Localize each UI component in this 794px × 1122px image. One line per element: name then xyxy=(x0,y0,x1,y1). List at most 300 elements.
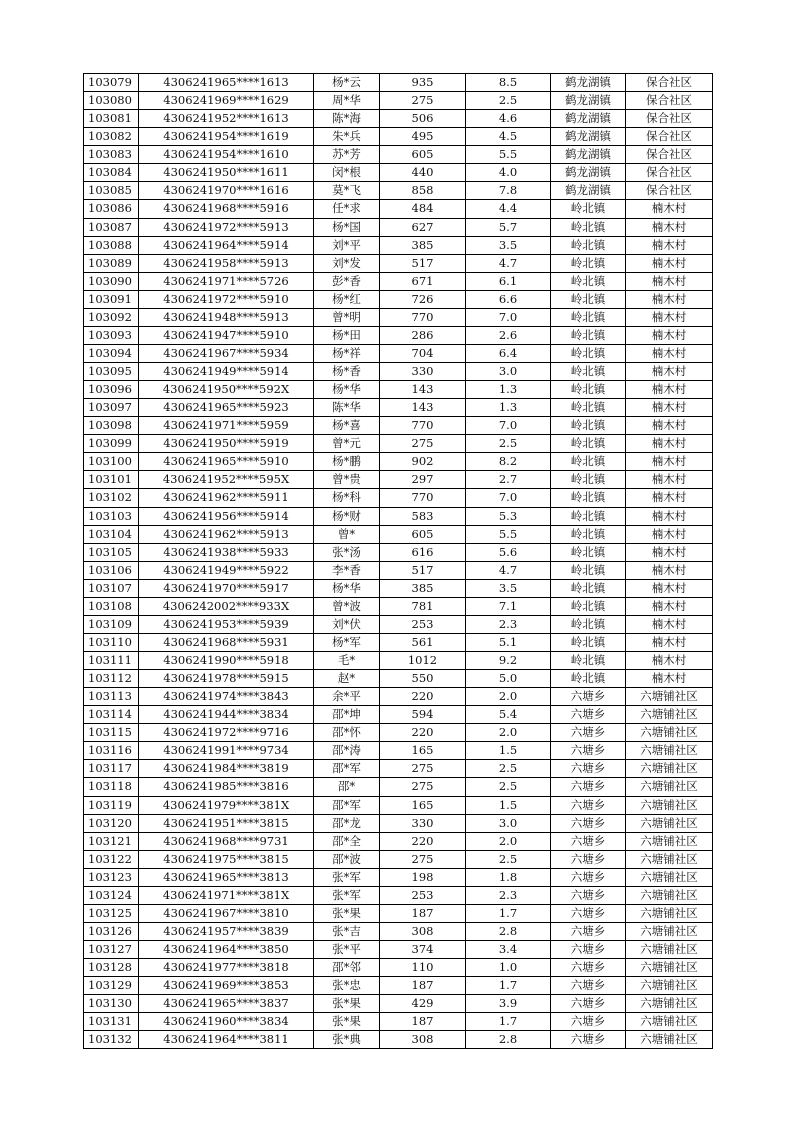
table-row xyxy=(84,778,713,796)
town-cell: 岭北镇 xyxy=(551,381,626,399)
record-id-cell: 103084 xyxy=(84,164,139,182)
person-name-cell: 邵*军 xyxy=(314,760,380,778)
id-number-cell: 4306241960****3834 xyxy=(139,1013,314,1031)
village-cell: 保合社区 xyxy=(626,92,713,110)
table-row xyxy=(84,832,713,850)
amount-cell: 935 xyxy=(380,74,466,92)
town-cell: 六塘乡 xyxy=(551,977,626,995)
village-cell: 六塘铺社区 xyxy=(626,1013,713,1031)
amount-cell: 506 xyxy=(380,110,466,128)
village-cell: 楠木村 xyxy=(626,381,713,399)
town-cell: 六塘乡 xyxy=(551,1031,626,1049)
amount-cell: 1012 xyxy=(380,652,466,670)
value-cell: 5.5 xyxy=(466,525,551,543)
value-cell: 4.7 xyxy=(466,561,551,579)
village-cell: 六塘铺社区 xyxy=(626,814,713,832)
amount-cell: 385 xyxy=(380,579,466,597)
town-cell: 岭北镇 xyxy=(551,597,626,615)
id-number-cell: 4306241972****5910 xyxy=(139,290,314,308)
table-row xyxy=(84,74,713,92)
town-cell: 六塘乡 xyxy=(551,959,626,977)
town-cell: 岭北镇 xyxy=(551,561,626,579)
person-name-cell: 刘*伏 xyxy=(314,615,380,633)
record-id-cell: 103088 xyxy=(84,236,139,254)
id-number-cell: 4306241969****1629 xyxy=(139,92,314,110)
town-cell: 六塘乡 xyxy=(551,724,626,742)
town-cell: 鹤龙湖镇 xyxy=(551,146,626,164)
value-cell: 5.5 xyxy=(466,146,551,164)
person-name-cell: 邵*邻 xyxy=(314,959,380,977)
record-id-cell: 103104 xyxy=(84,525,139,543)
table-row xyxy=(84,272,713,290)
person-name-cell: 杨*华 xyxy=(314,381,380,399)
id-number-cell: 4306241962****5911 xyxy=(139,489,314,507)
table-row xyxy=(84,525,713,543)
id-number-cell: 4306241965****1613 xyxy=(139,74,314,92)
person-name-cell: 杨*祥 xyxy=(314,344,380,362)
id-number-cell: 4306241977****3818 xyxy=(139,959,314,977)
amount-cell: 902 xyxy=(380,453,466,471)
town-cell: 岭北镇 xyxy=(551,489,626,507)
person-name-cell: 张*果 xyxy=(314,995,380,1013)
table-row xyxy=(84,254,713,272)
table-row xyxy=(84,1013,713,1031)
amount-cell: 605 xyxy=(380,146,466,164)
id-number-cell: 4306241970****1616 xyxy=(139,182,314,200)
value-cell: 4.5 xyxy=(466,128,551,146)
record-id-cell: 103080 xyxy=(84,92,139,110)
value-cell: 1.8 xyxy=(466,868,551,886)
person-name-cell: 曾*明 xyxy=(314,308,380,326)
id-number-cell: 4306241971****5726 xyxy=(139,272,314,290)
amount-cell: 187 xyxy=(380,1013,466,1031)
person-name-cell: 邵*全 xyxy=(314,832,380,850)
amount-cell: 605 xyxy=(380,525,466,543)
amount-cell: 781 xyxy=(380,597,466,615)
town-cell: 岭北镇 xyxy=(551,218,626,236)
table-row xyxy=(84,507,713,525)
amount-cell: 275 xyxy=(380,92,466,110)
record-id-cell: 103095 xyxy=(84,363,139,381)
amount-cell: 220 xyxy=(380,688,466,706)
person-name-cell: 赵* xyxy=(314,670,380,688)
value-cell: 7.0 xyxy=(466,417,551,435)
person-name-cell: 陈*华 xyxy=(314,399,380,417)
village-cell: 楠木村 xyxy=(626,670,713,688)
amount-cell: 330 xyxy=(380,814,466,832)
amount-cell: 143 xyxy=(380,399,466,417)
table-row xyxy=(84,670,713,688)
person-name-cell: 杨*华 xyxy=(314,579,380,597)
record-id-cell: 103079 xyxy=(84,74,139,92)
value-cell: 2.0 xyxy=(466,724,551,742)
table-row xyxy=(84,868,713,886)
town-cell: 岭北镇 xyxy=(551,525,626,543)
village-cell: 楠木村 xyxy=(626,290,713,308)
id-number-cell: 4306241954****1610 xyxy=(139,146,314,164)
town-cell: 岭北镇 xyxy=(551,417,626,435)
amount-cell: 330 xyxy=(380,363,466,381)
table-row xyxy=(84,597,713,615)
table-row xyxy=(84,308,713,326)
person-name-cell: 彭*香 xyxy=(314,272,380,290)
town-cell: 鹤龙湖镇 xyxy=(551,110,626,128)
village-cell: 六塘铺社区 xyxy=(626,760,713,778)
town-cell: 六塘乡 xyxy=(551,742,626,760)
record-id-cell: 103115 xyxy=(84,724,139,742)
id-number-cell: 4306241956****5914 xyxy=(139,507,314,525)
person-name-cell: 邵* xyxy=(314,778,380,796)
id-number-cell: 4306241938****5933 xyxy=(139,543,314,561)
value-cell: 2.8 xyxy=(466,922,551,940)
table-row xyxy=(84,543,713,561)
record-id-cell: 103121 xyxy=(84,832,139,850)
id-number-cell: 4306241968****5931 xyxy=(139,633,314,651)
town-cell: 岭北镇 xyxy=(551,507,626,525)
village-cell: 楠木村 xyxy=(626,615,713,633)
table-row xyxy=(84,363,713,381)
table-row xyxy=(84,381,713,399)
record-id-cell: 103094 xyxy=(84,344,139,362)
town-cell: 六塘乡 xyxy=(551,886,626,904)
town-cell: 岭北镇 xyxy=(551,236,626,254)
town-cell: 鹤龙湖镇 xyxy=(551,128,626,146)
value-cell: 3.9 xyxy=(466,995,551,1013)
person-name-cell: 毛* xyxy=(314,652,380,670)
town-cell: 六塘乡 xyxy=(551,922,626,940)
value-cell: 2.0 xyxy=(466,832,551,850)
value-cell: 2.8 xyxy=(466,1031,551,1049)
table-row xyxy=(84,128,713,146)
amount-cell: 165 xyxy=(380,796,466,814)
person-name-cell: 苏*芳 xyxy=(314,146,380,164)
person-name-cell: 曾*贵 xyxy=(314,471,380,489)
amount-cell: 627 xyxy=(380,218,466,236)
village-cell: 楠木村 xyxy=(626,326,713,344)
village-cell: 六塘铺社区 xyxy=(626,688,713,706)
id-number-cell: 4306241948****5913 xyxy=(139,308,314,326)
id-number-cell: 4306241968****9731 xyxy=(139,832,314,850)
town-cell: 六塘乡 xyxy=(551,941,626,959)
amount-cell: 308 xyxy=(380,1031,466,1049)
value-cell: 6.1 xyxy=(466,272,551,290)
id-number-cell: 4306241967****5934 xyxy=(139,344,314,362)
village-cell: 六塘铺社区 xyxy=(626,995,713,1013)
table-row xyxy=(84,633,713,651)
value-cell: 1.0 xyxy=(466,959,551,977)
town-cell: 岭北镇 xyxy=(551,633,626,651)
value-cell: 2.0 xyxy=(466,688,551,706)
id-number-cell: 4306241950****592X xyxy=(139,381,314,399)
person-name-cell: 张*果 xyxy=(314,904,380,922)
town-cell: 岭北镇 xyxy=(551,326,626,344)
id-number-cell: 4306241978****5915 xyxy=(139,670,314,688)
table-row xyxy=(84,290,713,308)
person-name-cell: 刘*发 xyxy=(314,254,380,272)
value-cell: 5.3 xyxy=(466,507,551,525)
table-row xyxy=(84,941,713,959)
record-id-cell: 103083 xyxy=(84,146,139,164)
person-name-cell: 张*军 xyxy=(314,868,380,886)
record-id-cell: 103129 xyxy=(84,977,139,995)
village-cell: 楠木村 xyxy=(626,525,713,543)
id-number-cell: 4306241964****3811 xyxy=(139,1031,314,1049)
value-cell: 2.5 xyxy=(466,760,551,778)
town-cell: 岭北镇 xyxy=(551,453,626,471)
value-cell: 3.0 xyxy=(466,814,551,832)
table-row xyxy=(84,344,713,362)
village-cell: 楠木村 xyxy=(626,507,713,525)
town-cell: 六塘乡 xyxy=(551,760,626,778)
amount-cell: 385 xyxy=(380,236,466,254)
table-row xyxy=(84,615,713,633)
record-id-cell: 103122 xyxy=(84,850,139,868)
person-name-cell: 刘*平 xyxy=(314,236,380,254)
amount-cell: 187 xyxy=(380,977,466,995)
person-name-cell: 曾*元 xyxy=(314,435,380,453)
record-id-cell: 103091 xyxy=(84,290,139,308)
amount-cell: 517 xyxy=(380,254,466,272)
person-name-cell: 邵*军 xyxy=(314,796,380,814)
record-id-cell: 103132 xyxy=(84,1031,139,1049)
table-body xyxy=(84,74,713,1049)
id-number-cell: 4306241975****3815 xyxy=(139,850,314,868)
table-row xyxy=(84,814,713,832)
amount-cell: 220 xyxy=(380,724,466,742)
record-id-cell: 103087 xyxy=(84,218,139,236)
record-id-cell: 103086 xyxy=(84,200,139,218)
value-cell: 1.5 xyxy=(466,796,551,814)
record-id-cell: 103099 xyxy=(84,435,139,453)
village-cell: 六塘铺社区 xyxy=(626,796,713,814)
id-number-cell: 4306241949****5922 xyxy=(139,561,314,579)
village-cell: 楠木村 xyxy=(626,272,713,290)
id-number-cell: 4306241952****1613 xyxy=(139,110,314,128)
amount-cell: 770 xyxy=(380,489,466,507)
village-cell: 保合社区 xyxy=(626,182,713,200)
id-number-cell: 4306241967****3810 xyxy=(139,904,314,922)
value-cell: 1.5 xyxy=(466,742,551,760)
village-cell: 六塘铺社区 xyxy=(626,922,713,940)
town-cell: 六塘乡 xyxy=(551,904,626,922)
village-cell: 六塘铺社区 xyxy=(626,886,713,904)
village-cell: 楠木村 xyxy=(626,254,713,272)
town-cell: 鹤龙湖镇 xyxy=(551,182,626,200)
value-cell: 2.3 xyxy=(466,615,551,633)
record-id-cell: 103108 xyxy=(84,597,139,615)
amount-cell: 484 xyxy=(380,200,466,218)
village-cell: 楠木村 xyxy=(626,579,713,597)
town-cell: 六塘乡 xyxy=(551,814,626,832)
value-cell: 4.0 xyxy=(466,164,551,182)
amount-cell: 517 xyxy=(380,561,466,579)
value-cell: 1.3 xyxy=(466,399,551,417)
value-cell: 2.5 xyxy=(466,435,551,453)
table-row xyxy=(84,218,713,236)
table-row xyxy=(84,706,713,724)
village-cell: 楠木村 xyxy=(626,399,713,417)
table-row xyxy=(84,561,713,579)
value-cell: 2.5 xyxy=(466,850,551,868)
id-number-cell: 4306241965****3837 xyxy=(139,995,314,1013)
record-id-cell: 103100 xyxy=(84,453,139,471)
value-cell: 1.7 xyxy=(466,977,551,995)
person-name-cell: 张*果 xyxy=(314,1013,380,1031)
town-cell: 岭北镇 xyxy=(551,399,626,417)
person-name-cell: 张*忠 xyxy=(314,977,380,995)
person-name-cell: 邵*龙 xyxy=(314,814,380,832)
id-number-cell: 4306241974****3843 xyxy=(139,688,314,706)
table-row xyxy=(84,742,713,760)
town-cell: 岭北镇 xyxy=(551,200,626,218)
table-row xyxy=(84,724,713,742)
town-cell: 岭北镇 xyxy=(551,290,626,308)
table-row xyxy=(84,399,713,417)
table-row xyxy=(84,760,713,778)
record-id-cell: 103106 xyxy=(84,561,139,579)
id-number-cell: 4306241954****1619 xyxy=(139,128,314,146)
amount-cell: 770 xyxy=(380,308,466,326)
record-id-cell: 103089 xyxy=(84,254,139,272)
value-cell: 3.4 xyxy=(466,941,551,959)
town-cell: 岭北镇 xyxy=(551,471,626,489)
amount-cell: 110 xyxy=(380,959,466,977)
town-cell: 鹤龙湖镇 xyxy=(551,92,626,110)
id-number-cell: 4306241949****5914 xyxy=(139,363,314,381)
value-cell: 1.7 xyxy=(466,904,551,922)
amount-cell: 286 xyxy=(380,326,466,344)
table-row xyxy=(84,236,713,254)
record-id-cell: 103105 xyxy=(84,543,139,561)
town-cell: 鹤龙湖镇 xyxy=(551,74,626,92)
record-id-cell: 103131 xyxy=(84,1013,139,1031)
village-cell: 六塘铺社区 xyxy=(626,724,713,742)
record-id-cell: 103119 xyxy=(84,796,139,814)
amount-cell: 275 xyxy=(380,850,466,868)
value-cell: 2.5 xyxy=(466,778,551,796)
table-row xyxy=(84,959,713,977)
town-cell: 六塘乡 xyxy=(551,1013,626,1031)
id-number-cell: 4306241972****9716 xyxy=(139,724,314,742)
id-number-cell: 4306241970****5917 xyxy=(139,579,314,597)
amount-cell: 858 xyxy=(380,182,466,200)
id-number-cell: 4306241985****3816 xyxy=(139,778,314,796)
table-row xyxy=(84,164,713,182)
value-cell: 5.0 xyxy=(466,670,551,688)
id-number-cell: 4306241950****1611 xyxy=(139,164,314,182)
village-cell: 保合社区 xyxy=(626,164,713,182)
village-cell: 楠木村 xyxy=(626,597,713,615)
village-cell: 楠木村 xyxy=(626,489,713,507)
value-cell: 2.3 xyxy=(466,886,551,904)
record-id-cell: 103112 xyxy=(84,670,139,688)
id-number-cell: 4306241950****5919 xyxy=(139,435,314,453)
person-name-cell: 杨*财 xyxy=(314,507,380,525)
value-cell: 4.6 xyxy=(466,110,551,128)
value-cell: 8.5 xyxy=(466,74,551,92)
town-cell: 六塘乡 xyxy=(551,688,626,706)
table-row xyxy=(84,652,713,670)
id-number-cell: 4306241971****5959 xyxy=(139,417,314,435)
person-name-cell: 杨*田 xyxy=(314,326,380,344)
record-id-cell: 103093 xyxy=(84,326,139,344)
village-cell: 楠木村 xyxy=(626,200,713,218)
table-row xyxy=(84,886,713,904)
village-cell: 楠木村 xyxy=(626,363,713,381)
town-cell: 岭北镇 xyxy=(551,254,626,272)
id-number-cell: 4306241964****5914 xyxy=(139,236,314,254)
table-row xyxy=(84,489,713,507)
record-id-cell: 103110 xyxy=(84,633,139,651)
table-row xyxy=(84,850,713,868)
person-name-cell: 杨*云 xyxy=(314,74,380,92)
town-cell: 六塘乡 xyxy=(551,796,626,814)
table-row xyxy=(84,688,713,706)
record-id-cell: 103109 xyxy=(84,615,139,633)
record-id-cell: 103102 xyxy=(84,489,139,507)
amount-cell: 550 xyxy=(380,670,466,688)
amount-cell: 495 xyxy=(380,128,466,146)
person-name-cell: 杨*军 xyxy=(314,633,380,651)
town-cell: 六塘乡 xyxy=(551,832,626,850)
town-cell: 岭北镇 xyxy=(551,272,626,290)
amount-cell: 220 xyxy=(380,832,466,850)
id-number-cell: 4306241990****5918 xyxy=(139,652,314,670)
table-row xyxy=(84,417,713,435)
village-cell: 楠木村 xyxy=(626,308,713,326)
table-row xyxy=(84,110,713,128)
village-cell: 六塘铺社区 xyxy=(626,778,713,796)
table-row xyxy=(84,796,713,814)
table-row xyxy=(84,453,713,471)
value-cell: 5.1 xyxy=(466,633,551,651)
person-name-cell: 张*吉 xyxy=(314,922,380,940)
record-id-cell: 103085 xyxy=(84,182,139,200)
amount-cell: 440 xyxy=(380,164,466,182)
value-cell: 3.0 xyxy=(466,363,551,381)
record-id-cell: 103117 xyxy=(84,760,139,778)
table-row xyxy=(84,977,713,995)
value-cell: 2.6 xyxy=(466,326,551,344)
town-cell: 岭北镇 xyxy=(551,435,626,453)
record-id-cell: 103124 xyxy=(84,886,139,904)
amount-cell: 198 xyxy=(380,868,466,886)
person-name-cell: 邵*坤 xyxy=(314,706,380,724)
id-number-cell: 4306241971****381X xyxy=(139,886,314,904)
table-row xyxy=(84,922,713,940)
value-cell: 5.6 xyxy=(466,543,551,561)
id-number-cell: 4306241984****3819 xyxy=(139,760,314,778)
record-id-cell: 103096 xyxy=(84,381,139,399)
value-cell: 8.2 xyxy=(466,453,551,471)
record-id-cell: 103098 xyxy=(84,417,139,435)
person-name-cell: 杨*国 xyxy=(314,218,380,236)
person-name-cell: 邵*波 xyxy=(314,850,380,868)
value-cell: 7.8 xyxy=(466,182,551,200)
person-name-cell: 杨*喜 xyxy=(314,417,380,435)
value-cell: 5.7 xyxy=(466,218,551,236)
value-cell: 6.6 xyxy=(466,290,551,308)
record-id-cell: 103123 xyxy=(84,868,139,886)
village-cell: 六塘铺社区 xyxy=(626,742,713,760)
record-id-cell: 103128 xyxy=(84,959,139,977)
person-name-cell: 朱*兵 xyxy=(314,128,380,146)
amount-cell: 143 xyxy=(380,381,466,399)
table-row xyxy=(84,200,713,218)
id-number-cell: 4306242002****933X xyxy=(139,597,314,615)
data-table xyxy=(83,73,713,1049)
record-id-cell: 103116 xyxy=(84,742,139,760)
